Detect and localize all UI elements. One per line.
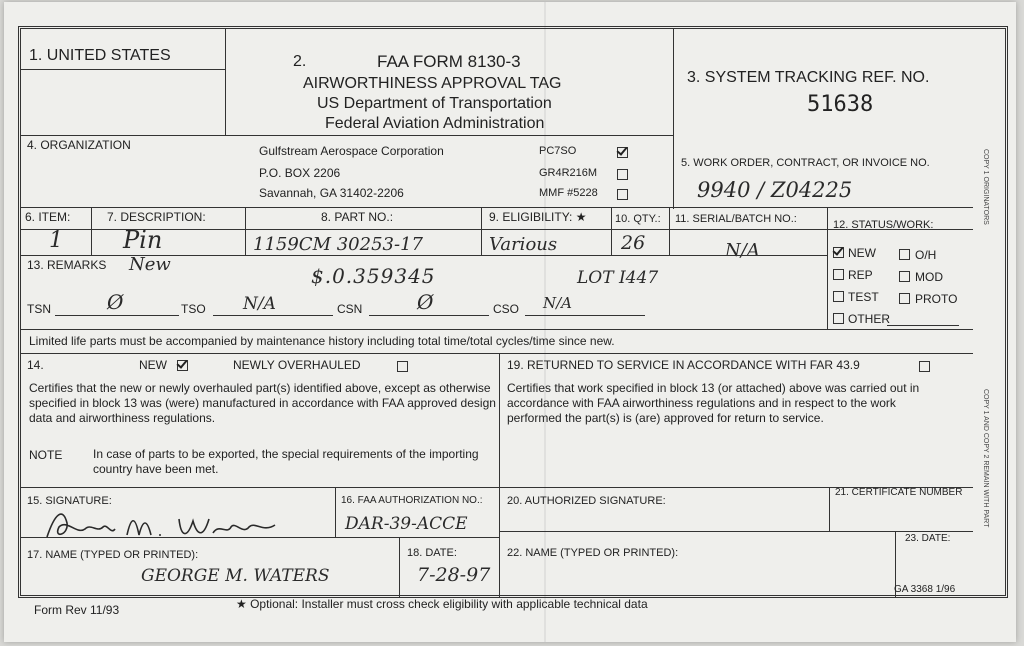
optional-note: ★ Optional: Installer must cross check eligibility with applicable technical data — [236, 597, 648, 611]
divider — [669, 207, 670, 255]
divider — [225, 29, 226, 135]
form-title: FAA FORM 8130-3 — [377, 52, 521, 71]
note-label: NOTE — [29, 448, 63, 462]
block-20-label: 20. AUTHORIZED SIGNATURE: — [507, 495, 666, 507]
org-code-3: MMF #5228 — [539, 187, 598, 199]
status-oh-label: O/H — [915, 248, 937, 262]
csn-label: CSN — [337, 302, 363, 316]
block-19-certification: Certifies that work specified in block 13 (or attached) above was carried out in accordance with FAA airworthiness regulations and in respect to the work performed the part(s) is (are) approved for return to service. — [507, 381, 920, 425]
divider — [481, 207, 482, 255]
col-item: 6. ITEM: — [25, 210, 71, 224]
status-proto-checkbox[interactable] — [899, 293, 910, 304]
block-23-label: 23. DATE: — [905, 533, 951, 544]
divider — [21, 329, 973, 330]
org-code-1: PC7SO — [539, 145, 577, 157]
block-19-checkbox[interactable] — [919, 361, 930, 372]
divider — [21, 229, 973, 230]
copy-remain-note: COPY 1 AND COPY 2 REMAIN WITH PART — [982, 389, 989, 528]
status-new-checkbox[interactable] — [833, 247, 844, 258]
col-status: 12. STATUS/WORK: — [833, 219, 934, 231]
csn-line — [369, 315, 489, 316]
cso-value: N/A — [543, 294, 573, 312]
divider — [245, 207, 246, 255]
remarks-price: $.0.359345 — [311, 264, 436, 288]
eligibility-value: Various — [489, 234, 558, 255]
faa-authorization-value: DAR-39-ACCE — [345, 514, 468, 534]
col-qty: 10. QTY.: — [615, 213, 661, 225]
form-revision: Form Rev 11/93 — [34, 603, 120, 617]
col-description: 7. DESCRIPTION: — [107, 210, 206, 224]
divider — [21, 353, 973, 354]
block-5-label: 5. WORK ORDER, CONTRACT, OR INVOICE NO. — [681, 157, 930, 169]
org-code-1-checkbox[interactable] — [617, 147, 628, 158]
status-test-label: TEST — [848, 290, 879, 304]
block-14-number: 14. — [27, 358, 44, 372]
block-14-overhauled-checkbox[interactable] — [397, 361, 408, 372]
tso-line — [213, 315, 333, 316]
block-2-number: 2. — [293, 53, 307, 70]
divider — [829, 487, 830, 531]
divider — [673, 29, 674, 135]
block-14-new-checkbox[interactable] — [177, 360, 188, 371]
status-mod-checkbox[interactable] — [899, 271, 910, 282]
col-eligibility: 9. ELIGIBILITY: ★ — [489, 210, 587, 224]
divider — [21, 69, 225, 70]
divider — [399, 537, 400, 597]
part-no-value: 1159CM 30253-17 — [253, 234, 423, 255]
cso-label: CSO — [493, 302, 520, 316]
divider — [611, 207, 612, 255]
tracking-number: 51638 — [807, 92, 874, 117]
divider — [499, 531, 973, 532]
status-proto-label: PROTO — [915, 292, 958, 306]
signature-george-waters — [43, 505, 293, 545]
block-18-label: 18. DATE: — [407, 547, 457, 559]
org-code-3-checkbox[interactable] — [617, 189, 628, 200]
col-part-no: 8. PART NO.: — [321, 210, 394, 224]
divider — [21, 135, 673, 136]
agency: Federal Aviation Administration — [325, 115, 545, 132]
org-address: P.O. BOX 2206 — [259, 166, 341, 180]
divider — [21, 487, 973, 488]
other-line — [887, 325, 959, 326]
block-1-label: 1. UNITED STATES — [29, 47, 171, 64]
divider — [335, 487, 336, 537]
status-test-checkbox[interactable] — [833, 291, 844, 302]
faa-form-8130-3 — [18, 26, 1008, 598]
printed-name: GEORGE M. WATERS — [141, 566, 330, 586]
description-value: Pin — [123, 226, 163, 254]
divider — [21, 537, 499, 538]
qty-value: 26 — [621, 232, 646, 254]
tsn-label: TSN — [27, 302, 51, 316]
tso-label: TSO — [181, 302, 206, 316]
block-14-certification: Certifies that the new or newly overhauled part(s) identified above, except as otherwise specified in block 13 was (were) manufactured in accordance with FAA approved design data and airworthiness regulations. — [29, 381, 496, 425]
block-21-label: 21. CERTIFICATE NUMBER — [835, 487, 963, 498]
block-14-overhauled-label: NEWLY OVERHAULED — [233, 358, 361, 372]
item-value: 1 — [49, 228, 63, 253]
remarks-lot: LOT I447 — [577, 268, 659, 288]
status-other-label: OTHER — [848, 312, 890, 326]
tag-paper — [4, 2, 1016, 642]
block-3-label: 3. SYSTEM TRACKING REF. NO. — [687, 69, 930, 86]
org-city: Savannah, GA 31402-2206 — [259, 186, 404, 200]
department: US Department of Transportation — [317, 95, 552, 112]
block-13-label: 13. REMARKS — [27, 258, 107, 272]
block-22-label: 22. NAME (TYPED OR PRINTED): — [507, 547, 679, 559]
status-oh-checkbox[interactable] — [899, 249, 910, 260]
serial-value: N/A — [725, 240, 760, 261]
divider — [499, 353, 500, 597]
block-14-new-label: NEW — [139, 358, 167, 372]
tso-value: N/A — [243, 294, 276, 314]
export-note: In case of parts to be exported, the special requirements of the importing country have been met. — [93, 447, 479, 476]
remarks-new: New — [129, 254, 171, 275]
org-code-2: GR4R216M — [539, 167, 598, 179]
csn-value: Ø — [417, 290, 434, 314]
status-rep-label: REP — [848, 268, 873, 282]
org-code-2-checkbox[interactable] — [617, 169, 628, 180]
date-value: 7-28-97 — [417, 564, 491, 586]
status-new-label: NEW — [848, 246, 876, 260]
divider — [673, 135, 674, 209]
divider — [21, 207, 973, 208]
block-15-label: 15. SIGNATURE: — [27, 495, 112, 507]
divider — [827, 207, 828, 329]
col-serial: 11. SERIAL/BATCH NO.: — [675, 213, 797, 225]
divider — [91, 207, 92, 255]
ga-number: GA 3368 1/96 — [894, 584, 956, 595]
block-16-label: 16. FAA AUTHORIZATION NO.: — [341, 495, 483, 506]
block-17-label: 17. NAME (TYPED OR PRINTED): — [27, 549, 199, 561]
form-subtitle: AIRWORTHINESS APPROVAL TAG — [303, 75, 562, 92]
block-4-label: 4. ORGANIZATION — [27, 138, 131, 152]
org-name: Gulfstream Aerospace Corporation — [259, 144, 444, 158]
tsn-line — [55, 315, 179, 316]
block-19-label: 19. RETURNED TO SERVICE IN ACCORDANCE WITH FAR 43.9 — [507, 358, 860, 372]
cso-line — [525, 315, 645, 316]
status-other-checkbox[interactable] — [833, 313, 844, 324]
limited-life-note: Limited life parts must be accompanied by maintenance history including total time/total cycles/time since new. — [29, 334, 615, 348]
work-order-value: 9940 / Z04225 — [697, 178, 853, 202]
copy-originators-note: COPY 1 ORIGINATORS — [982, 149, 989, 225]
tsn-value: Ø — [107, 290, 124, 314]
status-mod-label: MOD — [915, 270, 943, 284]
status-rep-checkbox[interactable] — [833, 269, 844, 280]
